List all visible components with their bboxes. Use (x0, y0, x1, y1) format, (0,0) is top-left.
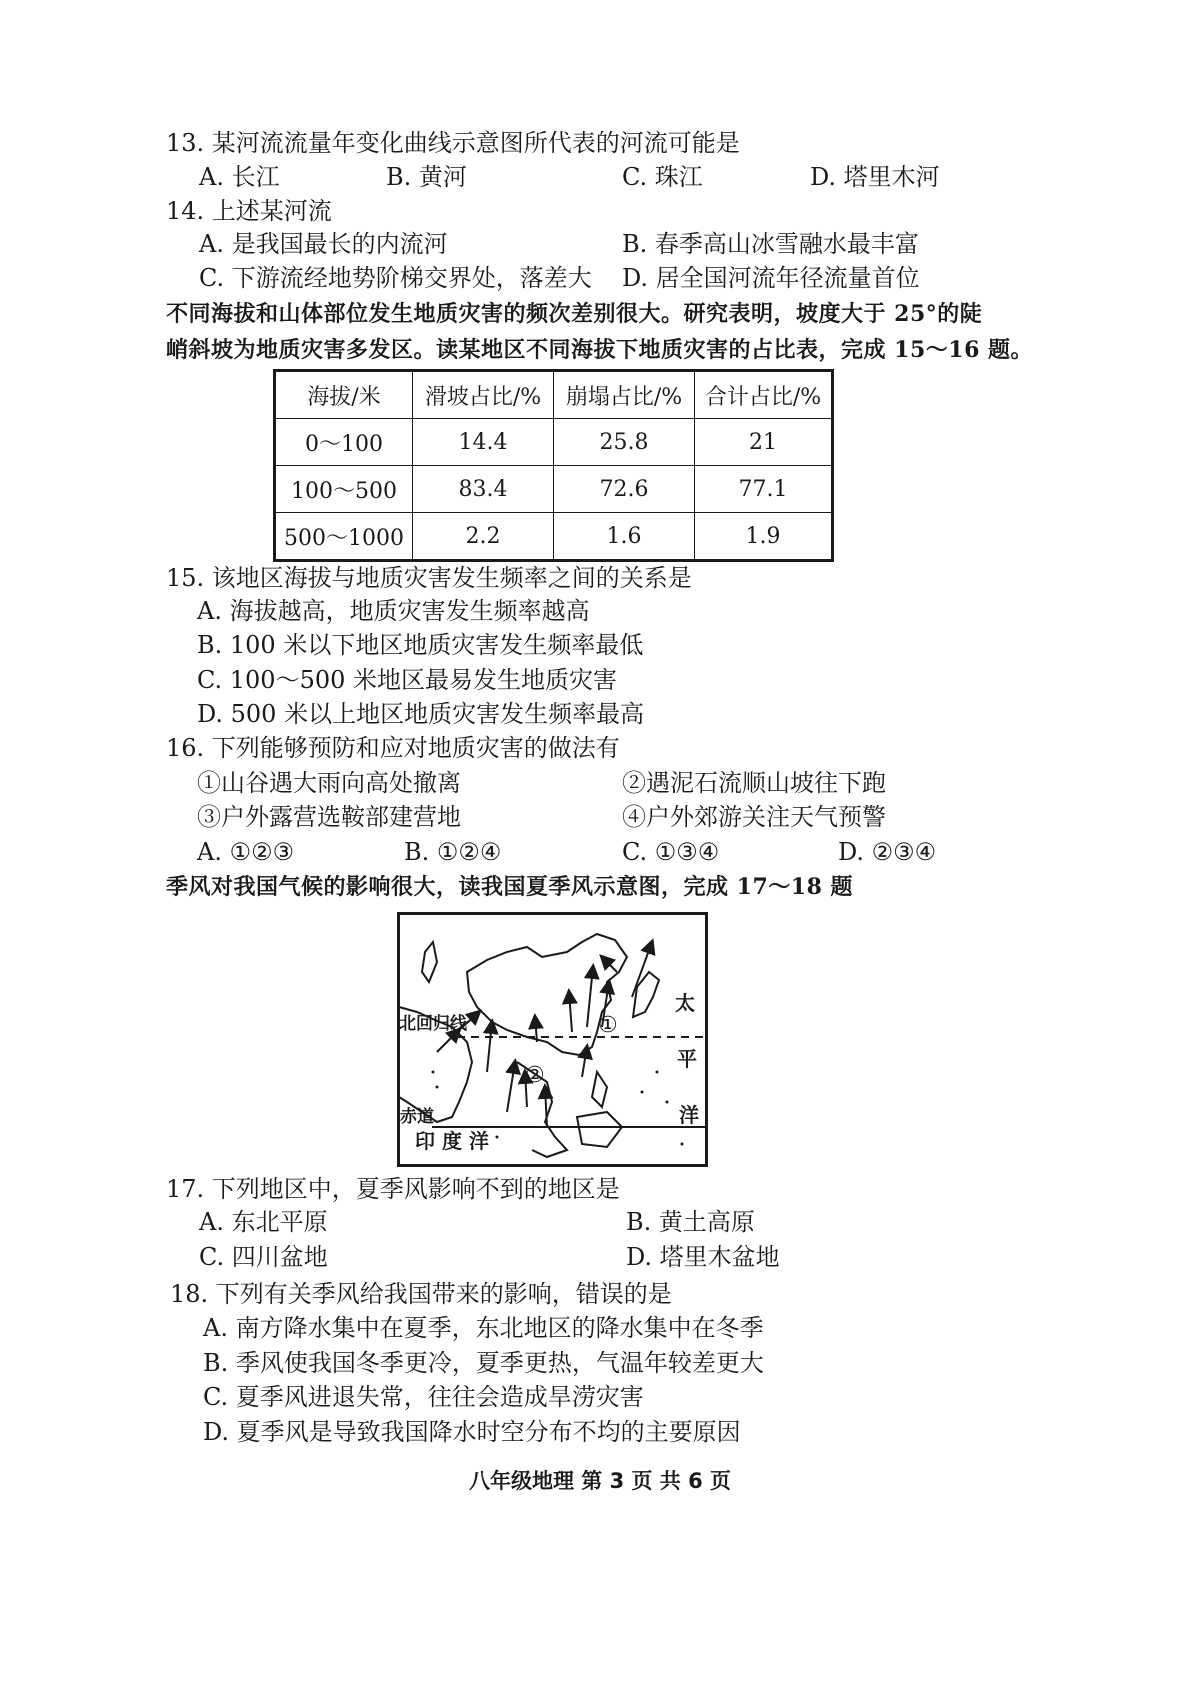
q17-stem: 17. 下列地区中，夏季风影响不到的地区是 (166, 1175, 620, 1203)
wind-arrow (487, 1022, 492, 1072)
japan-outline (633, 972, 659, 1017)
q13-option-a: A. 长江 (199, 163, 280, 191)
arabia-coast (422, 942, 437, 982)
q13-stem: 13. 某河流流量年变化曲线示意图所代表的河流可能是 (166, 129, 740, 157)
table-header: 合计占比/% (695, 371, 833, 419)
philippines-outline (592, 1072, 607, 1107)
q16-stem: 16. 下列能够预防和应对地质灾害的做法有 (166, 734, 620, 762)
island-dot (432, 1071, 435, 1074)
q15-option-d: D. 500 米以上地区地质灾害发生频率最高 (197, 700, 645, 728)
island-dot (666, 1101, 669, 1104)
borneo-outline (577, 1112, 622, 1147)
table-cell: 2.2 (413, 513, 554, 561)
island-dot (641, 1091, 644, 1094)
q16-item-2: ②遇泥石流顺山坡往下跑 (622, 769, 886, 797)
q15-option-c: C. 100～500 米地区最易发生地质灾害 (197, 666, 618, 694)
summer-monsoon-map (397, 912, 708, 1167)
q15-option-b: B. 100 米以下地区地质灾害发生频率最低 (197, 631, 644, 659)
q15-stem: 15. 该地区海拔与地质灾害发生频率之间的关系是 (166, 564, 692, 592)
table-cell: 500～1000 (275, 513, 413, 561)
table-cell: 100～500 (275, 466, 413, 513)
q18-option-d: D. 夏季风是导致我国降水时空分布不均的主要原因 (203, 1418, 741, 1446)
table-row (275, 419, 833, 466)
q14-option-a: A. 是我国最长的内流河 (199, 230, 448, 258)
q14-stem: 14. 上述某河流 (166, 197, 332, 225)
q13-option-c: C. 珠江 (622, 163, 703, 191)
q16-option-b: B. ①②④ (404, 838, 502, 866)
intro-15-16-line2: 峭斜坡为地质灾害多发区。读某地区不同海拔下地质灾害的占比表，完成 15～16 题。 (166, 337, 1034, 363)
table-row (275, 513, 833, 561)
indian-ocean-label: 印 度 洋 (415, 1129, 489, 1153)
island-dot (656, 1071, 659, 1074)
q14-option-c: C. 下游流经地势阶梯交界处，落差大 (199, 264, 592, 292)
q17-option-a: A. 东北平原 (199, 1208, 328, 1236)
q18-stem: 18. 下列有关季风给我国带来的影响，错误的是 (170, 1280, 672, 1308)
table-header: 海拔/米 (275, 371, 413, 419)
q14-option-d: D. 居全国河流年径流量首位 (622, 264, 920, 292)
table-cell: 14.4 (413, 419, 554, 466)
wind-arrow (602, 957, 617, 972)
marker-1: ① (598, 1013, 618, 1038)
wind-arrow (569, 992, 572, 1032)
q16-option-a: A. ①②③ (197, 838, 295, 866)
pacific-label-1: 太 (675, 991, 695, 1015)
table-row (275, 466, 833, 513)
page-footer: 八年级地理 第 3 页 共 6 页 (468, 1469, 732, 1493)
q17-option-b: B. 黄土高原 (626, 1208, 755, 1236)
table-cell: 72.6 (554, 466, 695, 513)
table-cell: 0～100 (275, 419, 413, 466)
q18-option-b: B. 季风使我国冬季更冷，夏季更热，气温年较差更大 (203, 1349, 764, 1377)
q14-option-b: B. 春季高山冰雪融水最丰富 (622, 230, 919, 258)
pacific-label-3: 洋 (679, 1103, 699, 1127)
table-cell: 25.8 (554, 419, 695, 466)
q16-item-4: ④户外郊游关注天气预警 (622, 803, 886, 831)
table-header: 崩塌占比/% (554, 371, 695, 419)
q17-option-d: D. 塔里木盆地 (626, 1243, 780, 1271)
q16-option-d: D. ②③④ (838, 838, 937, 866)
island-dot (681, 1143, 684, 1146)
marker-2: ② (525, 1063, 545, 1088)
q16-item-1: ①山谷遇大雨向高处撤离 (197, 769, 461, 797)
q18-option-a: A. 南方降水集中在夏季，东北地区的降水集中在冬季 (203, 1314, 764, 1342)
equator-label: 赤道 (400, 1107, 434, 1127)
pacific-label-2: 平 (677, 1047, 697, 1071)
table-cell: 83.4 (413, 466, 554, 513)
table-cell: 77.1 (695, 466, 833, 513)
q16-item-3: ③户外露营选鞍部建营地 (197, 803, 461, 831)
tropic-label: 北回归线 (399, 1014, 467, 1034)
q17-option-c: C. 四川盆地 (199, 1243, 328, 1271)
hazard-ratio-table (273, 369, 834, 562)
island-dot (496, 1136, 499, 1139)
island-dot (436, 1086, 439, 1089)
q18-option-c: C. 夏季风进退失常，往往会造成旱涝灾害 (203, 1383, 644, 1411)
table-cell: 21 (695, 419, 833, 466)
q16-option-c: C. ①③④ (622, 838, 720, 866)
intro-15-16-line1: 不同海拔和山体部位发生地质灾害的频次差别很大。研究表明，坡度大于 25°的陡 (166, 301, 983, 327)
intro-17-18: 季风对我国气候的影响很大，读我国夏季风示意图，完成 17～18 题 (166, 874, 854, 900)
wind-arrow (507, 1062, 515, 1112)
q13-option-b: B. 黄河 (386, 163, 467, 191)
table-header-row (275, 371, 833, 419)
table-header: 滑坡占比/% (413, 371, 554, 419)
table-cell: 1.9 (695, 513, 833, 561)
table-cell: 1.6 (554, 513, 695, 561)
q15-option-a: A. 海拔越高，地质灾害发生频率越高 (197, 597, 590, 625)
wind-arrow (587, 967, 593, 1027)
q13-option-d: D. 塔里木河 (810, 163, 940, 191)
wind-arrow (632, 942, 652, 997)
